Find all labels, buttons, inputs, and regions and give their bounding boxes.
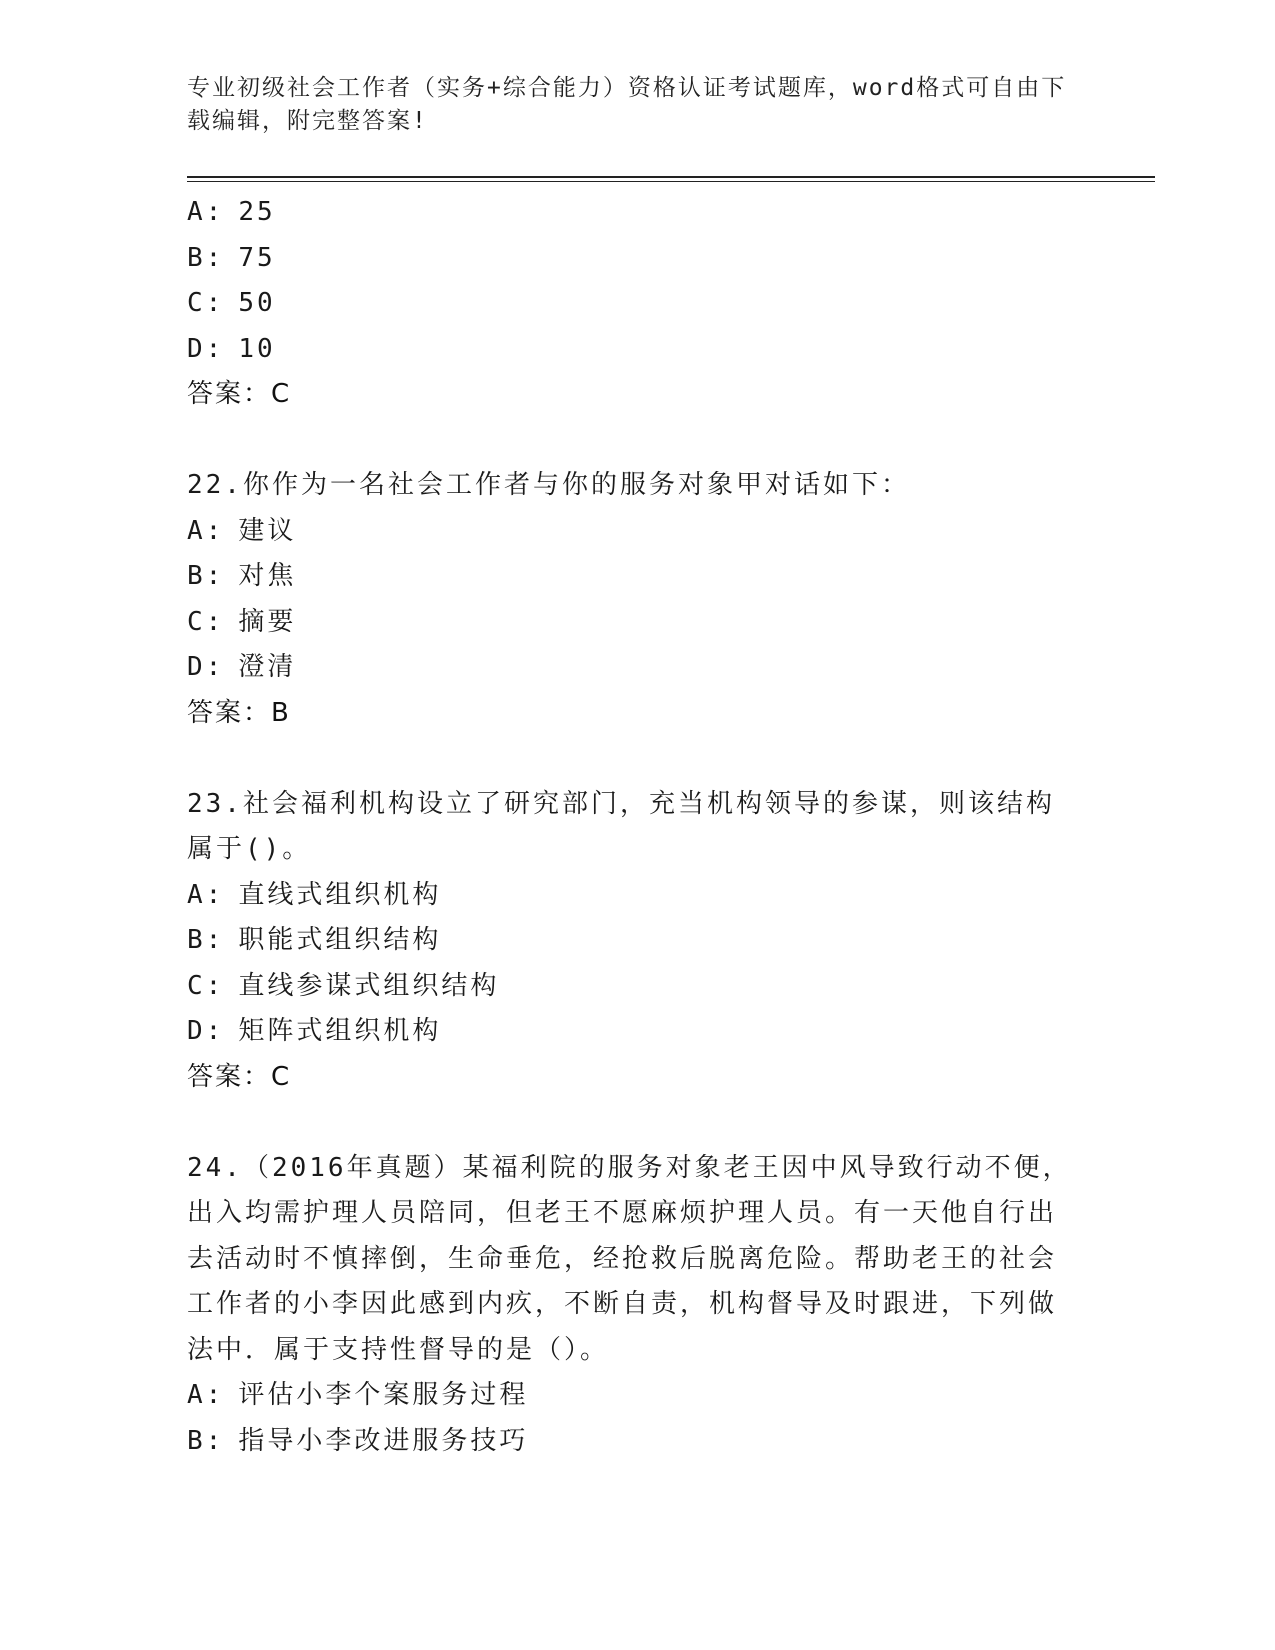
- option-letter: D:: [187, 1016, 225, 1046]
- option-d: [187, 327, 1087, 373]
- spacer: [187, 736, 1087, 782]
- option-text: 10: [238, 333, 276, 364]
- option-text: 澄清: [238, 652, 297, 682]
- option-letter: A:: [187, 515, 225, 546]
- option-a: [187, 190, 1087, 236]
- spacer: [187, 1100, 1087, 1146]
- answer-line: 答案：C: [187, 379, 292, 409]
- option-letter: D:: [187, 652, 225, 682]
- option-text: 职能式组织结构: [238, 925, 442, 955]
- option-d: [187, 1009, 1087, 1055]
- option-letter: A:: [187, 1380, 225, 1410]
- option-text: 指导小李改进服务技巧: [238, 1425, 529, 1456]
- option-text: 25: [238, 197, 276, 227]
- question-24: [187, 1146, 1087, 1465]
- header-rule-thin: [187, 181, 1155, 182]
- option-b: [187, 918, 1087, 964]
- option-d: [187, 645, 1087, 691]
- question-text: 24.（2016年真题）某福利院的服务对象老王因中风导致行动不便，出入均需护理人员陪同，但老王不愿麻烦护理人员。有一天他自行出去活动时不慎摔倒，生命垂危，经抢救后脱离危险。帮助老王的社会工作者的小李因此感到内疚，不断自责，机构督导及时跟进，下列做法中．属于支持性督导的是（）。: [187, 1152, 1072, 1365]
- answer-line: 答案：B: [187, 697, 291, 728]
- option-letter: B:: [187, 1425, 225, 1456]
- option-text: 75: [238, 242, 276, 273]
- option-letter: A:: [187, 197, 225, 227]
- question-text: 23.社会福利机构设立了研究部门，充当机构领导的参谋，则该结构属于()。: [187, 788, 1055, 864]
- option-a: [187, 509, 1087, 555]
- option-text: 摘要: [238, 606, 297, 637]
- option-text: 对焦: [238, 561, 297, 591]
- page-header: 专业初级社会工作者（实务+综合能力）资格认证考试题库，word格式可自由下载编辑，附完整答案!: [187, 75, 1067, 134]
- header-rule-thick: [187, 176, 1155, 178]
- option-letter: C:: [187, 606, 225, 637]
- option-c: [187, 964, 1087, 1010]
- option-text: 直线参谋式组织结构: [238, 970, 500, 1001]
- question-list: [187, 190, 1087, 1464]
- option-letter: B:: [187, 561, 225, 591]
- option-letter: C:: [187, 288, 225, 318]
- option-b: [187, 1419, 1087, 1465]
- spacer: [187, 418, 1087, 464]
- option-a: [187, 1373, 1087, 1419]
- question-text: 22.你作为一名社会工作者与你的服务对象甲对话如下：: [187, 470, 910, 500]
- question-22: [187, 463, 1087, 736]
- option-letter: B:: [187, 242, 225, 273]
- option-c: [187, 281, 1087, 327]
- question-21: [187, 190, 1087, 418]
- option-letter: A:: [187, 879, 225, 910]
- answer-line: 答案：C: [187, 1061, 292, 1092]
- option-text: 矩阵式组织机构: [238, 1016, 442, 1046]
- option-a: [187, 873, 1087, 919]
- option-text: 评估小李个案服务过程: [238, 1380, 529, 1410]
- option-letter: C:: [187, 970, 225, 1001]
- option-letter: B:: [187, 925, 225, 955]
- option-letter: D:: [187, 333, 225, 364]
- option-c: [187, 600, 1087, 646]
- option-b: [187, 554, 1087, 600]
- option-text: 50: [238, 288, 276, 318]
- option-b: [187, 236, 1087, 282]
- question-23: [187, 782, 1087, 1101]
- option-text: 直线式组织机构: [238, 879, 442, 910]
- option-text: 建议: [238, 515, 297, 546]
